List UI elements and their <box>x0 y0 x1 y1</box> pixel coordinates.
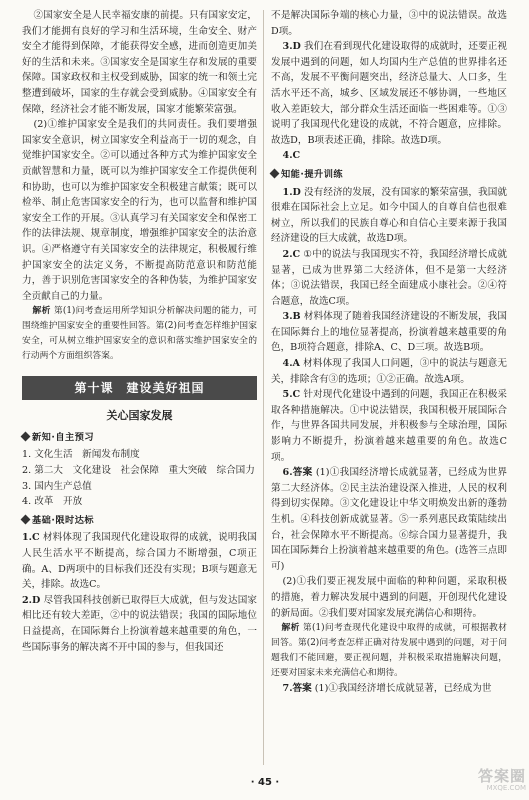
analysis-label: 解析 <box>32 306 51 317</box>
answer-text: (1)①我国经济增长成就显著，已经成为世 <box>314 683 492 695</box>
left-column <box>22 8 257 655</box>
training-item-1 <box>271 185 507 247</box>
answer-item-4: 4.C <box>282 150 301 162</box>
diamond-bullet-icon <box>21 431 31 441</box>
site-watermark <box>440 768 526 798</box>
diamond-bullet-icon <box>21 514 31 524</box>
answer-text: 尽管我国科技创新已取得巨大成就，但与发达国家相比还有较大差距，②中的说法错误；我国的国际地位日益提高，在国际舞台上扮演着越来越重要的角色，一些国际事务的解决离不开中国的参与，但我国还 <box>22 594 257 653</box>
page-number: · 45 · <box>250 777 280 788</box>
answer-text: (1)①我国经济增长成就显著，已经成为世界第二大经济体。②民主法治建设深入推进，人民的权利得到切实保障。③文化建设让中华文明焕发出新的蓬勃生机。④科技创新成就显著。⑤一系列惠民政策陆续出台，社会保障水平不断提高。⑥综合国力显著提升，我国在国际舞台上扮演着越来越重要的角色。(选答三点即可) <box>271 467 507 572</box>
analysis-text: 第(1)问考查运用所学知识分析解决问题的能力，可围绕维护国家安全的重要性回答。第(2)问考查怎样维护国家安全，可从树立维护国家安全的意识和落实维护国家安全的行动两个方面组织答案。 <box>22 306 257 362</box>
answer-text: 我们在看到现代化建设取得的成就时，还要正视发展中遇到的问题，如人均国内生产总值的世界排名还不高，发展不平衡问题突出，经济总量大、人口多，生活水平还不高，城乡、区域发展还不够协调，一些地区收入差距较大，部分群众生活还面临一些困难等。①③说明了我国现代化建设的成就，不符合题意，应排除。故选D，B项表述正确，排除。故选D项。 <box>271 41 508 146</box>
answer-text: 材料体现了我国现代化建设取得的成就，说明我国人民生活水平不断提高，综合国力不断增强，C项正确。A、D两项中的目标我们还没有实现；B项与题意无关，排除。故选C。 <box>22 532 257 591</box>
answer-item-2 <box>22 593 257 655</box>
watermark-url: MXQE.COM <box>486 784 526 792</box>
column-divider <box>263 10 264 765</box>
analysis-text: 第(1)问考查现代化建设中取得的成就，可根据教材回答。第(2)问考查怎样正确对待发展中遇到的问题，对于问题我们不能回避，要正视问题，并积极采取措施解决问题，还要对国家未来充满信心和期待。 <box>271 623 507 679</box>
diamond-bullet-icon <box>270 168 280 178</box>
analysis-paragraph <box>271 621 507 681</box>
answer-text: ①中的说法与我国现实不符，我国经济增长成就显著，已成为世界第二大经济体，但不是第一大经济体；③说法错误，我国已经全面建成小康社会。②④符合题意，故选C项。 <box>271 248 507 307</box>
answer-number: 3.D <box>282 41 301 53</box>
preview-item-1: 1. 文化生活 新闻发布制度 <box>22 449 140 461</box>
answer-continuation: 不是解决国际争端的核心力量，③中的说法错误。故选D项。 <box>271 10 507 37</box>
right-column <box>271 8 507 697</box>
training-item-5 <box>271 387 507 465</box>
analysis-paragraph <box>22 304 257 364</box>
training-item-7 <box>271 681 507 697</box>
training-item-6-part2: (2)①我们要正视发展中面临的种种问题，采取积极的措施，着力解决发展中遇到的问题，开创现代化建设的新局面。②我们要对国家发展充满信心和期待。 <box>271 576 507 619</box>
answer-number: 1.D <box>282 186 301 198</box>
answer-paragraph-2: (2)①维护国家安全是我们的共同责任。我们要增强国家安全意识，树立国家安全利益高于一切的观念，自觉维护国家安全。②可以通过各种方式为维护国家安全贡献智慧和力量，既可以为维护国家安全工作提供便利和协助，也可以为维护国家安全积极建言献策；既可以检举、制止危害国家安全的行为，也可以监督和维护国家安全工作的开展。③认真学习有关国家安全和保密工作的法律法规、规章制度，增强维护国家安全的法治意识。④严格遵守有关国家安全的法律规定，积极履行维护国家安全的法定义务，不断提高防范意识和防范能力，善于识别危害国家安全的各种伪装，为维护国家安全贡献自己的力量。 <box>22 119 257 302</box>
answer-text: 材料体现了我国人口问题，③中的说法与题意无关，排除含有③的选项；①②正确。故选A项。 <box>271 358 507 385</box>
answer-label: 7.答案 <box>282 683 312 695</box>
answer-number: 2.D <box>22 594 41 606</box>
section-heading-text: 新知·自主预习 <box>32 431 95 443</box>
section-heading-text: 知能·提升训练 <box>281 168 344 180</box>
preview-item-2: 2. 第二大 文化建设 社会保障 重大突破 综合国力 <box>22 465 255 477</box>
answer-number: 1.C <box>22 532 40 544</box>
training-item-4 <box>271 356 507 387</box>
training-item-3 <box>271 309 507 356</box>
preview-item-4: 4. 改革 开放 <box>22 496 83 508</box>
answer-number: 2.C <box>282 248 301 260</box>
watermark-logo-text: 答案圈 <box>477 767 526 785</box>
training-item-6 <box>271 465 507 574</box>
lesson-title-banner: 第十课 建设美好祖国 <box>22 376 257 400</box>
topic-title: 关心国家发展 <box>106 409 173 423</box>
analysis-label: 解析 <box>281 623 300 634</box>
answer-number: 5.C <box>282 389 301 401</box>
answer-number: 3.B <box>282 311 301 323</box>
answer-paragraph-1: ②国家安全是人民幸福安康的前提。只有国家安定，我们才能拥有良好的学习和生活环境，生命安全、财产安全才能得到保障，才能获得安全感，进而创造更加美好的生活和未来。③国家安全是国家生存和发展的重要保障。国家政权和主权受到威胁，国家的统一和领土完整遭到破坏，国家的生存就会受到威胁。④国家安全有保障，经济社会才能不断发展，国家才能繁荣富强。 <box>22 10 257 115</box>
answer-item-1 <box>22 530 257 592</box>
training-item-2 <box>271 247 507 309</box>
answer-text: 针对现代化建设中遇到的问题，我国正在积极采取各种措施解决。①中说法错误，我国积极开展国际合作，与世界各国共同发展，并积极参与全球治理，国际影响力不断提升，扮演着越来越重要的角色。故选C项。 <box>271 389 507 463</box>
section-heading-preview <box>22 430 257 446</box>
section-heading-advanced <box>271 167 507 183</box>
section-heading-text: 基础·限时达标 <box>32 514 95 526</box>
section-heading-basic <box>22 513 257 529</box>
answer-text: 材料体现了随着我国经济建设的不断发展，我国在国际舞台上的地位显著提高，扮演着越来越重要的角色，B项符合题意，排除A、C、D三项。故选B项。 <box>271 311 507 354</box>
answer-text: 没有经济的发展，没有国家的繁荣富强，我国就很难在国际社会上立足。如今中国人的自尊自信也很难树立，所以我们的民族自尊心和自信心主要来源于我国经济建设的巨大成就，故选D项。 <box>271 186 508 245</box>
answer-item-3 <box>271 39 507 148</box>
answer-label: 6.答案 <box>282 467 313 479</box>
answer-number: 4.A <box>282 358 300 370</box>
preview-item-3: 3. 国内生产总值 <box>22 480 92 492</box>
